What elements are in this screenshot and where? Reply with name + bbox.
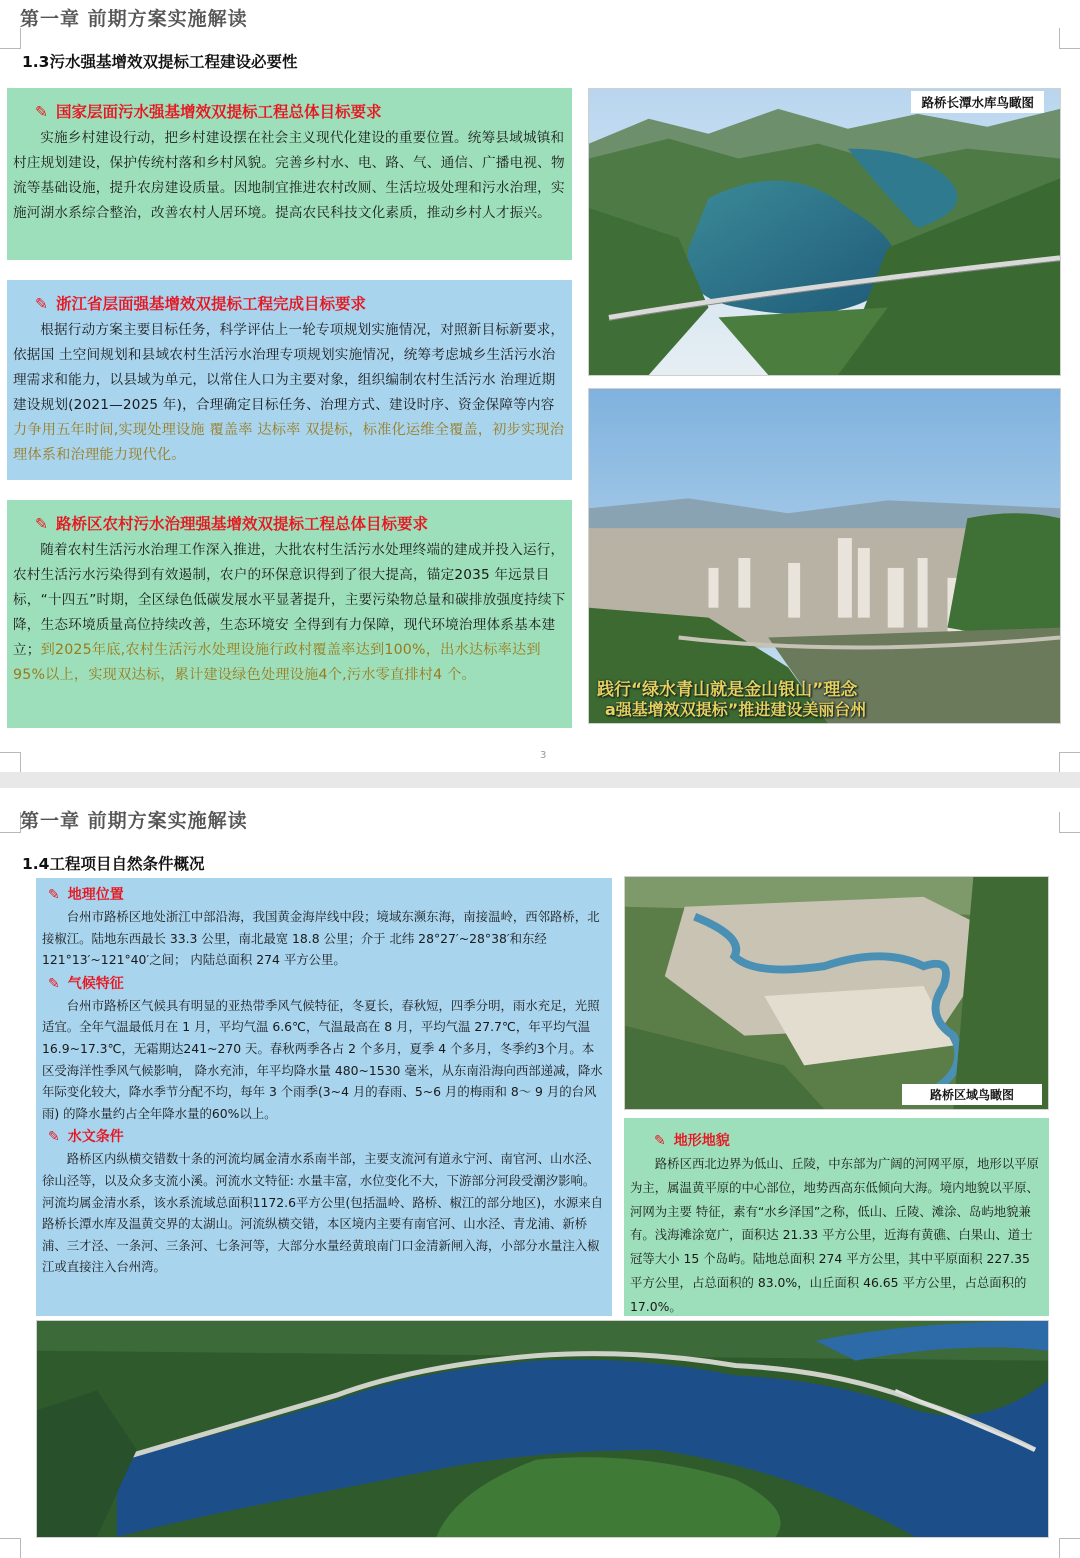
slogan-line-2: a强基增效双提标”推进建设美丽台州	[605, 700, 867, 719]
flag-icon: ✎	[48, 1129, 60, 1146]
national-target-title	[35, 100, 566, 122]
flag-icon: ✎	[48, 887, 60, 903]
page-3	[0, 0, 1080, 772]
hydro-title	[48, 1126, 606, 1146]
section-title: 1.3污水强基增效双提标工程建设必要性	[22, 53, 298, 71]
page-corner-mark	[0, 752, 21, 772]
page-corner-mark	[1059, 1538, 1080, 1558]
terrain-title-text: 地形地貌	[673, 1133, 730, 1149]
flag-icon: ✎	[654, 1133, 666, 1149]
geo-title	[48, 884, 606, 904]
terrain-text: 路桥区西北边界为低山、丘陵，中东部为广阔的河网平原，地形以平原为主，属温黄平原的中心部位，地势西高东低倾向大海。境内地貌以平原、河网为主要 特征，素有“水乡泽国”之称，低山、丘陵、滩涂、岛屿地貌兼有。浅海滩涂宽广，面积达 21.33 平方公里，近海有黄礁、白果山、道士冠等大小 15 个岛屿。陆地总面积 274 平方公里，其中平原面积 227.35 平方公里，占总面积的 83.0%，山丘面积 46.65 平方公里，占总面积的 17.0%。	[630, 1156, 1039, 1314]
luqiao-target-body: 随着农村生活污水治理工作深入推进，大批农村生活污水处理终端的建成并投入运行，农村生活污水污染得到有效遏制，农户的环保意识得到了很大提高，锚定2035 年远景目标，“十四五”时期，全区绿色低碳发展水平显著提升，主要污染物总量和碳排放强度持续下降，生态环境质量高位持续改善，生态环境安 全得到有力保障，现代环境治理体系基本建立；	[13, 542, 566, 658]
climate-title-text: 气候特征	[67, 975, 124, 992]
chapter-title: 第一章 前期方案实施解读	[20, 810, 248, 832]
national-target-text: 实施乡村建设行动，把乡村建设摆在社会主义现代化建设的重要位置。统筹县域城镇和村庄规划建设，保护传统村落和乡村风貌。完善乡村水、电、路、气、通信、广播电视、物流等基础设施，提升农房建设质量。因地制宜推进农村改厕、生活垃圾处理和污水治理，实施河湖水系综合整治，改善农村人居环境。提高农民科技文化素质，推动乡村人才振兴。	[13, 130, 565, 221]
flag-icon: ✎	[48, 975, 60, 992]
geo-title-text: 地理位置	[67, 887, 124, 903]
flag-icon: ✎	[35, 515, 48, 533]
reservoir-aerial-photo	[588, 88, 1061, 376]
zhejiang-target-title-text: 浙江省层面强基增效双提标工程完成目标要求	[56, 295, 367, 313]
page-corner-mark	[1059, 752, 1080, 772]
luqiao-target-title-text: 路桥区农村污水治理强基增效双提标工程总体目标要求	[56, 515, 429, 533]
hydro-title-text: 水文条件	[67, 1129, 124, 1146]
page-corner-mark	[0, 1538, 21, 1558]
geo-text: 台州市路桥区地处浙江中部沿海，我国黄金海岸线中段；境域东濒东海，南接温岭，西邻路桥，北接椒江。陆地东西最长 33.3 公里，南北最宽 18.8 公里；介于 北纬 28°27′~28°38′和东经 121°13′~121°40′之间； 内陆总面积 274 平方公里。	[42, 909, 600, 968]
national-target-title-text: 国家层面污水强基增效双提标工程总体目标要求	[56, 103, 382, 121]
lake-panorama-photo	[36, 1320, 1049, 1538]
terrain-title	[654, 1130, 1043, 1150]
zhejiang-target-highlight: 力争用五年时间,实现处理设施 覆盖率 达标率 双提标，标准化运维全覆盖，初步实现治理体系和治理能力现代化。	[13, 422, 565, 463]
page-corner-mark	[1059, 28, 1080, 49]
hydro-text: 路桥区内纵横交错数十条的河流均属金清水系南半部，主要支流河有道永宁河、南官河、山水泾、徐山泾等，以及众多支流小溪。河流水文特征: 水量丰富，水位变化不大，下游部分河段受潮汐影响。河流均属金清水系，该水系流域总面积1172.6平方公里(包括温岭、路桥、椒江的部分地区)，水源来自路桥长潭水库及温黄交界的太湖山。河流纵横交错，本区境内主要有南官河、山水泾、青龙浦、新桥浦、三才泾、一条河、三条河、七条河等，大部分水量经黄琅南门口金清新闸入海，小部分水量注入椒江或直接注入台州湾。	[42, 1151, 604, 1275]
natural-conditions-box	[36, 878, 612, 1316]
district-photo-label: 路桥区域鸟瞰图	[902, 1084, 1042, 1105]
slogan-line-1: 践行“绿水青山就是金山银山”理念	[597, 680, 858, 700]
terrain-box	[624, 1118, 1049, 1316]
luqiao-target-box	[7, 500, 572, 728]
page-number: 3	[540, 750, 547, 761]
climate-title	[48, 973, 606, 993]
zhejiang-target-body: 根据行动方案主要目标任务，科学评估上一轮专项规划实施情况，对照新目标新要求，依据国 土空间规划和县域农村生活污水治理专项规划实施情况，统筹考虑城乡生活污水治理需求和能力，以县域为单元，以常住人口为主要对象，组织编制农村生活污水 治理近期建设规划(2021—2025 年)，合理确定目标任务、治理方式、建设时序、资金保障等内容	[13, 322, 565, 413]
luqiao-target-highlight: 到2025年底,农村生活污水处理设施行政村覆盖率达到100%，出水达标率达到95%以上，实现双达标，累计建设绿色处理设施4个,污水零直排村4 个。	[13, 642, 541, 683]
luqiao-target-title	[35, 512, 566, 534]
page-corner-mark	[1059, 812, 1080, 833]
climate-text: 台州市路桥区气候具有明显的亚热带季风气候特征，冬夏长，春秋短，四季分明，雨水充足，光照适宜。全年气温最低月在 1 月，平均气温 6.6℃，气温最高在 8 月，平均气温 27.7℃，年平均气温 16.9~17.3℃，无霜期达241~270 天。春秋两季各占 2 个多月，夏季 4 个多月，冬季约3个月。本区受海洋性季风气候影响， 降水充沛，年平均降水量 480~1530 毫米，从东南沿海向西部递减，降水年际变化较大，降水季节分配不均，每年 3 个雨季(3~4 月的春雨、5~6 月的梅雨和 8～ 9 月的台风雨) 的降水量约占全年降水量的60%以上。	[42, 997, 603, 1121]
flag-icon: ✎	[35, 295, 48, 313]
chapter-title: 第一章 前期方案实施解读	[20, 8, 248, 30]
page-corner-mark	[0, 812, 21, 833]
zhejiang-target-text	[13, 318, 566, 468]
page-corner-mark	[0, 28, 21, 49]
city-aerial-photo	[588, 388, 1061, 724]
zhejiang-target-box	[7, 280, 572, 480]
flag-icon: ✎	[35, 103, 48, 121]
page-4	[0, 788, 1080, 1558]
national-target-box	[7, 88, 572, 260]
district-aerial-photo	[624, 876, 1049, 1110]
zhejiang-target-title	[35, 292, 566, 314]
luqiao-target-text	[13, 538, 566, 688]
reservoir-photo-label: 路桥长潭水库鸟瞰图	[911, 91, 1044, 113]
section-title: 1.4工程项目自然条件概况	[22, 855, 205, 873]
